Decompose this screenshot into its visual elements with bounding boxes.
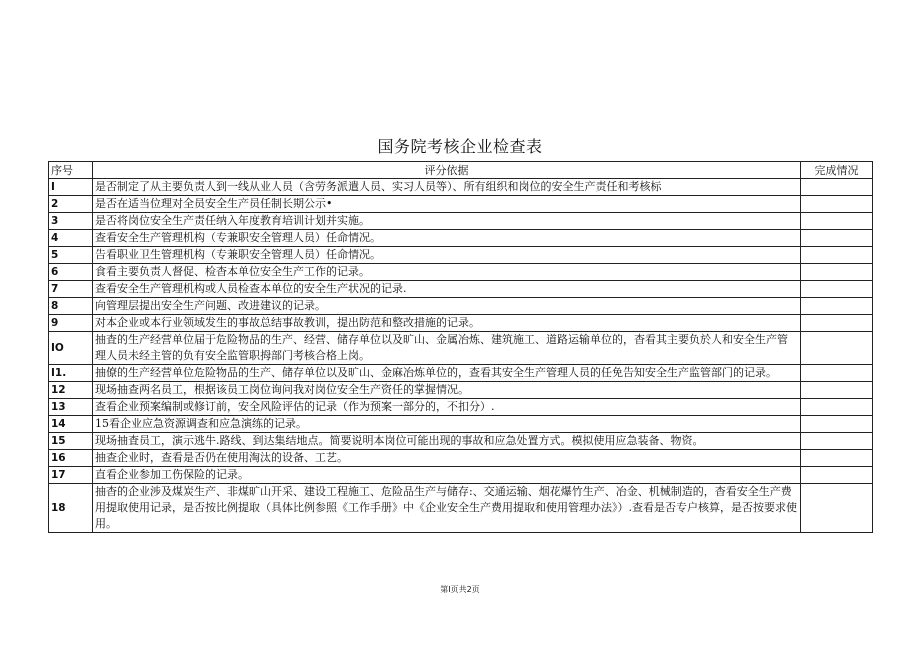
- table-row: [49, 196, 873, 213]
- row-completion-cell[interactable]: [801, 264, 873, 281]
- table-row: [49, 433, 873, 450]
- table-row: [49, 382, 873, 399]
- table-row: [49, 450, 873, 467]
- row-number: I: [49, 179, 93, 196]
- row-number: 8: [49, 298, 93, 315]
- row-number: 17: [49, 467, 93, 484]
- row-criteria: 查看企业预案编制或修订前，安全风险评估的记录（作为预案一部分的，不扣分）.: [93, 399, 801, 416]
- inspection-table: [48, 161, 873, 533]
- table-row: [49, 484, 873, 533]
- page-title: 国务院考核企业检查表: [377, 137, 543, 156]
- table-header-row: [49, 162, 873, 179]
- row-criteria: 是否制定了从主要负责人到一线从业人员（含劳务派遣人员、实习人员等）、所有组织和岗位的安全生产责任和考核标: [93, 179, 801, 196]
- row-completion-cell[interactable]: [801, 399, 873, 416]
- table-row: [49, 365, 873, 382]
- table-row: [49, 332, 873, 365]
- row-completion-cell[interactable]: [801, 365, 873, 382]
- row-completion-cell[interactable]: [801, 196, 873, 213]
- table-row: [49, 264, 873, 281]
- row-number: 4: [49, 230, 93, 247]
- table-row: [49, 179, 873, 196]
- table-row: [49, 281, 873, 298]
- row-number: 16: [49, 450, 93, 467]
- row-completion-cell[interactable]: [801, 281, 873, 298]
- row-completion-cell[interactable]: [801, 450, 873, 467]
- row-completion-cell[interactable]: [801, 213, 873, 230]
- row-number: 12: [49, 382, 93, 399]
- row-criteria: 是否将岗位安全生产责任纳入年度教育培训计划并实施。: [93, 213, 801, 230]
- table-row: [49, 416, 873, 433]
- header-status: 完成情况: [801, 162, 873, 179]
- row-criteria: 向管理层提出安全生产问题、改进建议的记录。: [93, 298, 801, 315]
- row-number: IO: [49, 332, 93, 365]
- header-basis: 评分依据: [93, 162, 801, 179]
- row-number: 6: [49, 264, 93, 281]
- row-completion-cell[interactable]: [801, 433, 873, 450]
- row-criteria: 现场抽査员工，演示逃牛.路线、到达集结地点。简要说明本岗位可能出现的事故和应急处置方式。模拟使用应急装备、物资。: [93, 433, 801, 450]
- row-criteria: 15看企业应急资源调查和应急演练的记录。: [93, 416, 801, 433]
- row-criteria: 抽查企业时，查看是否仍在使用淘汰的设备、工艺。: [93, 450, 801, 467]
- row-criteria: 告看职业卫生管理机构（专兼职安全管理人员）任命情况。: [93, 247, 801, 264]
- table-row: [49, 298, 873, 315]
- row-criteria: 对本企业或本行业领域发生的事故总结事故教训，提出防范和整改措施的记录。: [93, 315, 801, 332]
- row-number: I1.: [49, 365, 93, 382]
- row-completion-cell[interactable]: [801, 247, 873, 264]
- row-criteria: 抽査的生产经营单位届于危险物品的生产、经营、储存单位以及旷山、金属冶炼、建筑施工、道路运输单位的，杳看其主要负於人和安全生产管理人员未经主管的负有安全监管职拇部门考核合格上岗。: [93, 332, 801, 365]
- row-criteria: 查看安全生产管理机构（专兼职安全管理人员）任命情况。: [93, 230, 801, 247]
- row-completion-cell[interactable]: [801, 179, 873, 196]
- row-number: 2: [49, 196, 93, 213]
- table-row: [49, 230, 873, 247]
- row-criteria: 食看主要负责人督促、检杳本单位安全生产工作的记录。: [93, 264, 801, 281]
- table-row: [49, 315, 873, 332]
- row-completion-cell[interactable]: [801, 315, 873, 332]
- page-footer: 第I页共2页: [440, 585, 480, 594]
- table-row: [49, 399, 873, 416]
- row-completion-cell[interactable]: [801, 332, 873, 365]
- row-completion-cell[interactable]: [801, 298, 873, 315]
- row-completion-cell[interactable]: [801, 416, 873, 433]
- row-completion-cell[interactable]: [801, 467, 873, 484]
- row-number: 15: [49, 433, 93, 450]
- row-number: 3: [49, 213, 93, 230]
- table-row: [49, 247, 873, 264]
- row-criteria: 抽杳的企业涉及煤炭生产、非煤旷山开采、建设工程施工、危险品生产与储存:、交通运输、烟花爆竹生产、冶金、机械制造的，杳看安全生产费用提取使用记录，是否按比例提取（具体比例参照《工作手册》中《企业安全生产费用提取和使用管理办法》）.查看是否专户核算，是否按要求使用。: [93, 484, 801, 533]
- row-criteria: 现场抽查两名员工，根据该员工岗位询问我对岗位安全生产资任的掌握情况。: [93, 382, 801, 399]
- row-number: 9: [49, 315, 93, 332]
- row-criteria: 直看企业参加工伤保险的记录。: [93, 467, 801, 484]
- table-row: [49, 213, 873, 230]
- row-completion-cell[interactable]: [801, 484, 873, 533]
- row-criteria: 是否在适当位理对全员安全生产员任制长期公示•: [93, 196, 801, 213]
- table-row: [49, 467, 873, 484]
- row-criteria: 查看安全生产管理机构或人员检查本单位的安全生产状况的记录.: [93, 281, 801, 298]
- header-no: 序号: [49, 162, 93, 179]
- row-number: 7: [49, 281, 93, 298]
- row-completion-cell[interactable]: [801, 382, 873, 399]
- row-number: 5: [49, 247, 93, 264]
- row-number: 14: [49, 416, 93, 433]
- row-number: 18: [49, 484, 93, 533]
- row-number: 13: [49, 399, 93, 416]
- row-criteria: 抽僚的生产经营单位危险物品的生产、储存单位以及旷山、金麻冶炼单位的，查看其安全生产管理人员的任免告知安全生产监管部门的记录。: [93, 365, 801, 382]
- row-completion-cell[interactable]: [801, 230, 873, 247]
